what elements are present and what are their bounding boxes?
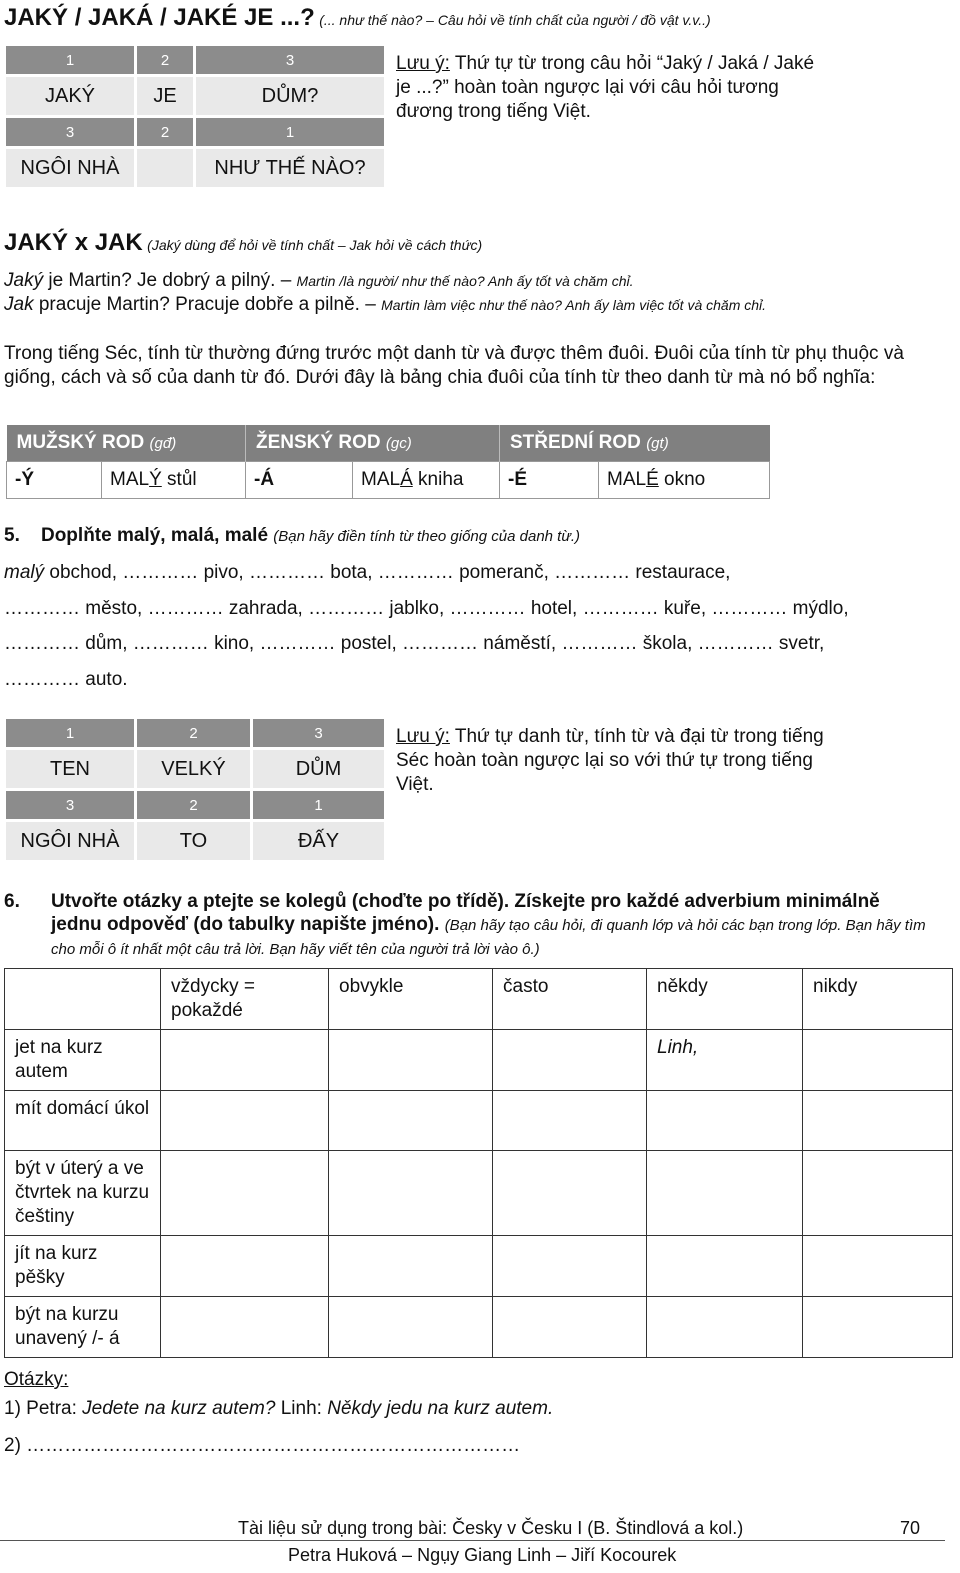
answer-cell[interactable]	[803, 1236, 953, 1297]
example-line	[4, 294, 766, 316]
t2-word: ĐẤY	[253, 822, 384, 860]
t2-num: 3	[253, 719, 384, 747]
note-1-label: Lưu ý:	[396, 53, 450, 74]
gender-header-masc: MUŽSKÝ ROD (gđ)	[7, 425, 246, 462]
answer-cell[interactable]	[803, 1030, 953, 1091]
t1-word: JE	[137, 77, 193, 115]
answer-cell[interactable]	[647, 1297, 803, 1358]
section-note: (Jaký dùng để hỏi về tính chất – Jak hỏi về cách thức)	[147, 237, 483, 253]
questions-label: Otázky:	[4, 1369, 69, 1390]
adv-header: obvykle	[329, 969, 493, 1030]
answer-cell[interactable]: Linh,	[647, 1030, 803, 1091]
table-row	[5, 1151, 953, 1236]
footer-source: Tài liệu sử dụng trong bài: Česky v Česku I (B. Štindlová a kol.)	[238, 1518, 744, 1538]
t1-num: 3	[6, 118, 134, 146]
suffix-neut: -É	[500, 462, 599, 499]
t1-word: DŮM?	[196, 77, 384, 115]
t1-word	[137, 149, 193, 187]
fill-line: malý obchod, ………… pivo, ………… bota, ………… pomeranč, ………… restaurace,	[4, 562, 731, 583]
table-row	[5, 1236, 953, 1297]
t1-num: 1	[6, 46, 134, 74]
activity-label: jít na kurz pěšky	[5, 1236, 161, 1297]
answer-cell[interactable]	[329, 1030, 493, 1091]
paragraph: Trong tiếng Séc, tính từ thường đứng trước một danh từ và được thêm đuôi. Đuôi của tính từ phụ thuộc và giống, cách và số của danh từ đó. Dưới đây là bảng chia đuôi của tính từ theo danh từ mà nó bổ nghĩa:	[4, 343, 904, 388]
note-1	[396, 52, 816, 124]
example-fem: MALÁ kniha	[353, 462, 500, 499]
t2-num: 1	[6, 719, 134, 747]
ex5-note: (Bạn hãy điền tính từ theo giống của danh từ.)	[273, 528, 581, 545]
suffix-masc: -Ý	[7, 462, 102, 499]
t1-num: 2	[137, 118, 193, 146]
activity-label: být v úterý a ve čtvrtek na kurzu češtiny	[5, 1151, 161, 1236]
fill-line: ………… město, ………… zahrada, ………… jablko, ………… hotel, ………… kuře, ………… mýdlo,	[4, 598, 849, 619]
adv-header: často	[493, 969, 647, 1030]
table-row	[5, 1297, 953, 1358]
footer-authors: Petra Huková – Ngụy Giang Linh – Jiří Kocourek	[288, 1545, 677, 1565]
section-title: JAKÝ x JAK	[4, 229, 143, 256]
page-title	[4, 4, 711, 32]
note-2	[396, 725, 826, 797]
t1-word: NGÔI NHÀ	[6, 149, 134, 187]
title-main: JAKÝ / JAKÁ / JAKÉ JE ...?	[4, 4, 315, 31]
fill-line: ………… dům, ………… kino, ………… postel, ………… náměstí, ………… škola, ………… svetr,	[4, 633, 825, 654]
gender-header-neut: STŘEDNÍ ROD (gt)	[500, 425, 770, 462]
t2-word: TO	[137, 822, 250, 860]
answer-cell[interactable]	[329, 1236, 493, 1297]
table-row	[5, 1091, 953, 1151]
question-2[interactable]: 2) ……………………………………………………………………	[4, 1435, 521, 1456]
answer-cell[interactable]	[647, 1151, 803, 1236]
example-translation: Martin làm việc như thế nào? Anh ấy làm việc tốt và chăm chỉ.	[381, 297, 767, 313]
page-number: 70	[900, 1518, 921, 1538]
answer-cell[interactable]	[803, 1151, 953, 1236]
activity-label: mít domácí úkol	[5, 1091, 161, 1151]
t2-num: 3	[6, 791, 134, 819]
answer-cell[interactable]	[493, 1297, 647, 1358]
ex5-num: 5.	[4, 525, 20, 546]
title-note: (... như thế nào? – Câu hỏi về tính chất của người / đồ vật v.v..)	[319, 12, 711, 28]
word-order-table-2	[3, 716, 387, 863]
example-line	[4, 270, 634, 292]
adv-header: někdy	[647, 969, 803, 1030]
t1-num: 1	[196, 118, 384, 146]
exercise-6-heading	[4, 890, 934, 961]
t1-num: 2	[137, 46, 193, 74]
example-word: Jaký	[4, 270, 44, 291]
answer-cell[interactable]	[493, 1236, 647, 1297]
answer-cell[interactable]	[329, 1091, 493, 1151]
answer-cell[interactable]	[647, 1236, 803, 1297]
ex6-note: (Bạn hãy tạo câu hỏi, đi quanh lớp và hỏi các bạn trong lớp. Bạn hãy tìm cho mỗi ô ít nhất một câu trả lời. Bạn hãy viết tên của người trả lời vào ô.)	[51, 917, 926, 958]
t2-num: 1	[253, 791, 384, 819]
answer-cell[interactable]	[493, 1151, 647, 1236]
example-text: pracuje Martin? Pracuje dobře a pilně. –	[33, 294, 382, 315]
t2-num: 2	[137, 719, 250, 747]
answer-cell[interactable]	[647, 1091, 803, 1151]
answer-cell[interactable]	[161, 1236, 329, 1297]
table-row	[5, 1030, 953, 1091]
t1-num: 3	[196, 46, 384, 74]
example-word: Jak	[4, 294, 34, 315]
t2-word: NGÔI NHÀ	[6, 822, 134, 860]
adverb-table	[4, 968, 953, 1358]
adv-header	[5, 969, 161, 1030]
note-1-text: Thứ tự từ trong câu hỏi “Jaký / Jaká / Jaké je ...?” hoàn toàn ngược lại với câu hỏi tương đương trong tiếng Việt.	[396, 53, 815, 122]
ex5-title: Doplňte malý, malá, malé	[40, 525, 269, 546]
activity-label: jet na kurz autem	[5, 1030, 161, 1091]
example-masc: MALÝ stůl	[102, 462, 246, 499]
t2-word: DŮM	[253, 750, 384, 788]
answer-cell[interactable]	[329, 1297, 493, 1358]
answer-cell[interactable]	[803, 1091, 953, 1151]
t1-word: NHƯ THẾ NÀO?	[196, 149, 384, 187]
gender-table	[6, 425, 770, 499]
answer-cell[interactable]	[493, 1030, 647, 1091]
example-neut: MALÉ okno	[599, 462, 770, 499]
answer-cell[interactable]	[161, 1151, 329, 1236]
ex6-title: Utvořte otázky a ptejte se kolegů (choďte po třídě). Získejte pro každé adverbium minimálně jednu odpověď (do tabulky napište jméno).	[51, 891, 880, 935]
fill-line: ………… auto.	[4, 669, 128, 690]
note-2-label: Lưu ý:	[396, 726, 450, 747]
footer-divider	[0, 1540, 945, 1541]
activity-label: být na kurzu unavený /- á	[5, 1297, 161, 1358]
answer-cell[interactable]	[161, 1297, 329, 1358]
answer-cell[interactable]	[803, 1297, 953, 1358]
t2-word: TEN	[6, 750, 134, 788]
note-2-text: Thứ tự danh từ, tính từ và đại từ trong tiếng Séc hoàn toàn ngược lại so với thứ tự trong tiếng Việt.	[396, 726, 824, 795]
adv-header: nikdy	[803, 969, 953, 1030]
gender-header-fem: ŽENSKÝ ROD (gc)	[246, 425, 500, 462]
exercise-5-heading	[4, 525, 580, 547]
example-text: je Martin? Je dobrý a pilný. –	[43, 270, 297, 291]
t2-word: VELKÝ	[137, 750, 250, 788]
example-translation: Martin /là người/ như thế nào? Anh ấy tốt và chăm chỉ.	[296, 273, 634, 289]
adv-header: vždycky = pokaždé	[161, 969, 329, 1030]
t2-num: 2	[137, 791, 250, 819]
section-heading	[4, 229, 482, 257]
answer-cell[interactable]	[493, 1091, 647, 1151]
ex6-num: 6.	[4, 891, 20, 912]
answer-cell[interactable]	[161, 1030, 329, 1091]
suffix-fem: -Á	[246, 462, 353, 499]
question-1: 1) Petra: Jedete na kurz autem? Linh: Někdy jedu na kurz autem.	[4, 1398, 554, 1419]
answer-cell[interactable]	[161, 1091, 329, 1151]
t1-word: JAKÝ	[6, 77, 134, 115]
word-order-table-1	[3, 43, 387, 190]
answer-cell[interactable]	[329, 1151, 493, 1236]
